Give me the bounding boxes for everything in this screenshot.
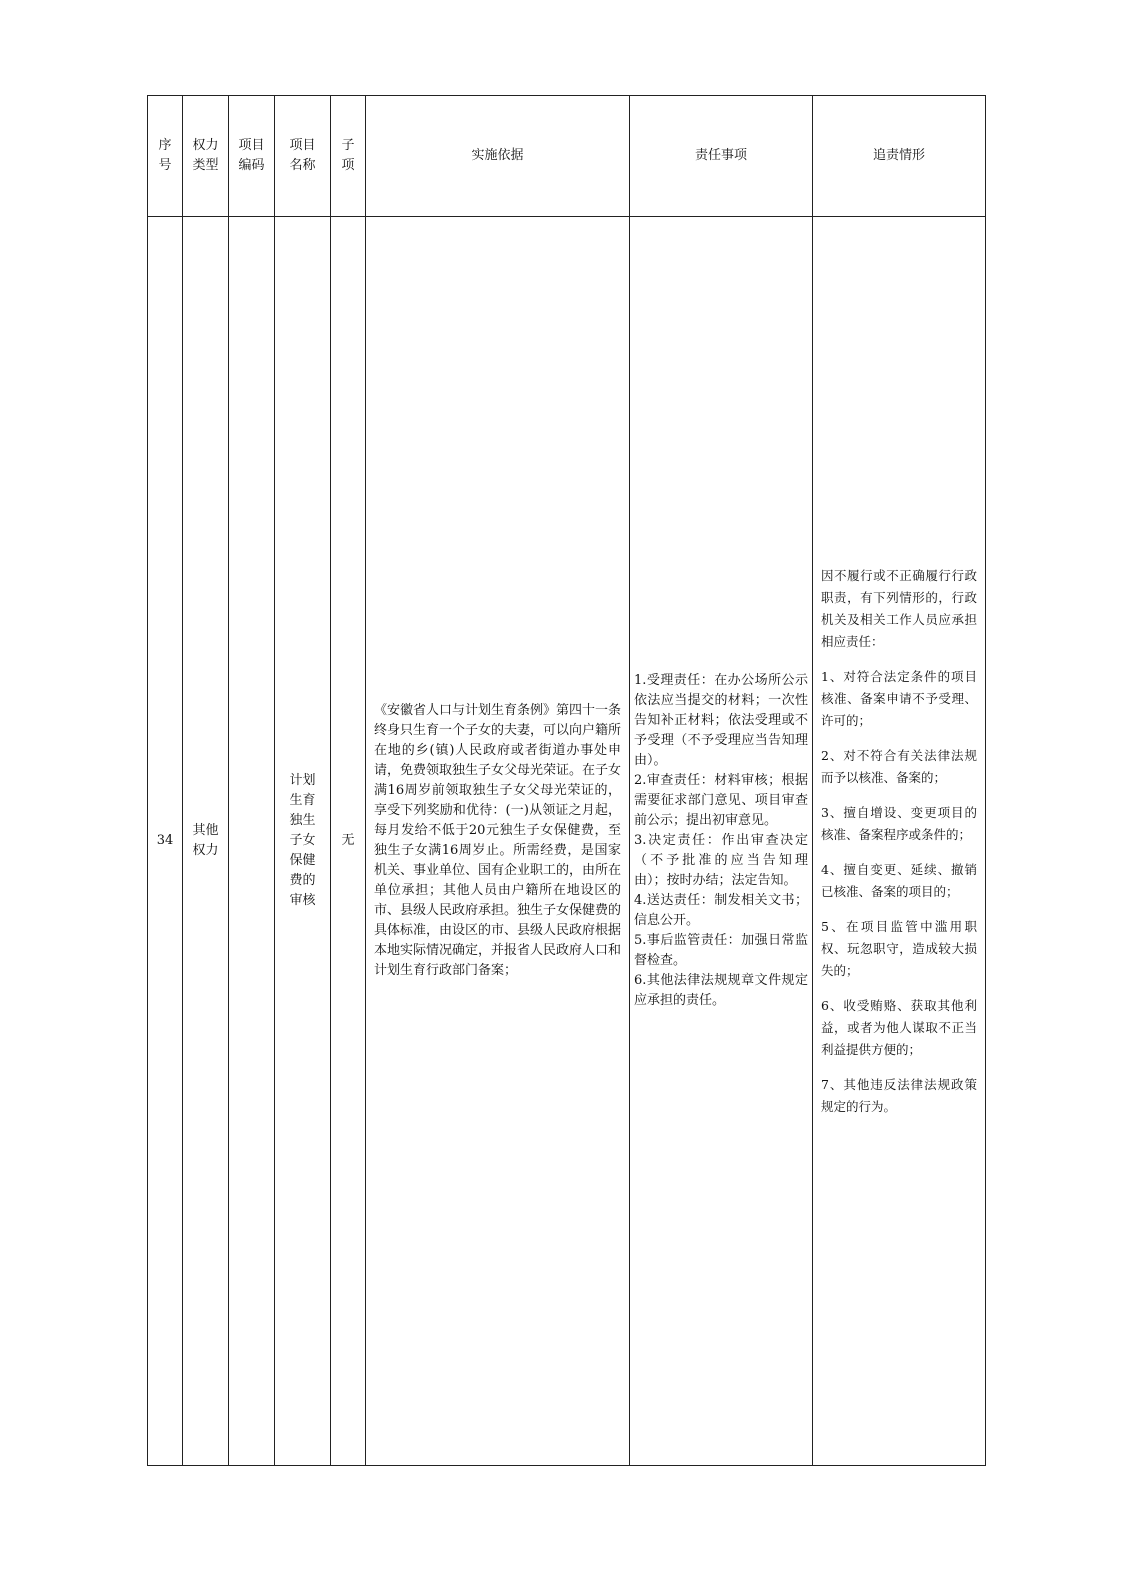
- accountability-item: 6、收受贿赂、获取其他利益，或者为他人谋取不正当利益提供方便的；: [821, 997, 977, 1057]
- cell-accountability: [813, 217, 986, 1466]
- header-power-type: 权力类型: [183, 96, 229, 217]
- cell-item-name: 计划生育独生子女保健费的审核: [275, 217, 331, 1466]
- header-accountability: 追责情形: [813, 96, 986, 217]
- responsibility-item: 6.其他法律法规规章文件规定应承担的责任。: [634, 973, 808, 1008]
- header-responsibility: 责任事项: [630, 96, 813, 217]
- accountability-item: 1、对符合法定条件的项目核准、备案申请不予受理、许可的；: [821, 668, 977, 728]
- table-row: [148, 217, 986, 1466]
- responsibility-item: 5.事后监管责任：加强日常监督检查。: [634, 933, 808, 968]
- accountability-item: 2、对不符合有关法律法规而予以核准、备案的；: [821, 747, 977, 785]
- accountability-item: 3、擅自增设、变更项目的核准、备案程序或条件的；: [821, 804, 977, 842]
- cell-basis: 《安徽省人口与计划生育条例》第四十一条 终身只生育一个子女的夫妻，可以向户籍所在地的乡(镇)人民政府或者街道办事处申请，免费领取独生子女父母光荣证。在子女满16周岁前领取独生子女父母光荣证的，享受下列奖励和优待：(一)从领证之月起，每月发给不低于20元独生子女保健费，至独生子女满16周岁止。所需经费，是国家机关、事业单位、国有企业职工的，由所在单位承担；其他人员由户籍所在地设区的市、县级人民政府承担。独生子女保健费的具体标准，由设区的市、县级人民政府根据本地实际情况确定，并报省人民政府人口和计划生育行政部门备案；: [366, 217, 630, 1466]
- cell-item-code: [229, 217, 275, 1466]
- cell-responsibility: [630, 217, 813, 1466]
- responsibility-item: 4.送达责任：制发相关文书；信息公开。: [634, 893, 808, 928]
- accountability-item: 7、其他违反法律法规政策规定的行为。: [821, 1076, 977, 1114]
- cell-power-type: 其他权力: [183, 217, 229, 1466]
- accountability-intro: 因不履行或不正确履行行政职责，有下列情形的，行政机关及相关工作人员应承担相应责任：: [821, 567, 977, 649]
- responsibility-table: [147, 95, 986, 1466]
- responsibility-item: 1.受理责任：在办公场所公示依法应当提交的材料；一次性告知补正材料；依法受理或不予受理（不予受理应当告知理由）。: [634, 673, 808, 768]
- table-header-row: [148, 96, 986, 217]
- cell-sub-item: 无: [331, 217, 366, 1466]
- accountability-item: 4、擅自变更、延续、撤销已核准、备案的项目的；: [821, 861, 977, 899]
- responsibility-item: 3.决定责任：作出审查决定（不予批准的应当告知理由）；按时办结；法定告知。: [634, 833, 808, 888]
- header-item-code: 项目编码: [229, 96, 275, 217]
- responsibility-item: 2.审查责任：材料审核；根据需要征求部门意见、项目审查前公示；提出初审意见。: [634, 773, 808, 828]
- cell-seq: 34: [148, 217, 183, 1466]
- header-seq: 序号: [148, 96, 183, 217]
- accountability-item: 5、在项目监管中滥用职权、玩忽职守，造成较大损失的；: [821, 918, 977, 978]
- header-sub-item: 子项: [331, 96, 366, 217]
- header-basis: 实施依据: [366, 96, 630, 217]
- header-item-name: 项目名称: [275, 96, 331, 217]
